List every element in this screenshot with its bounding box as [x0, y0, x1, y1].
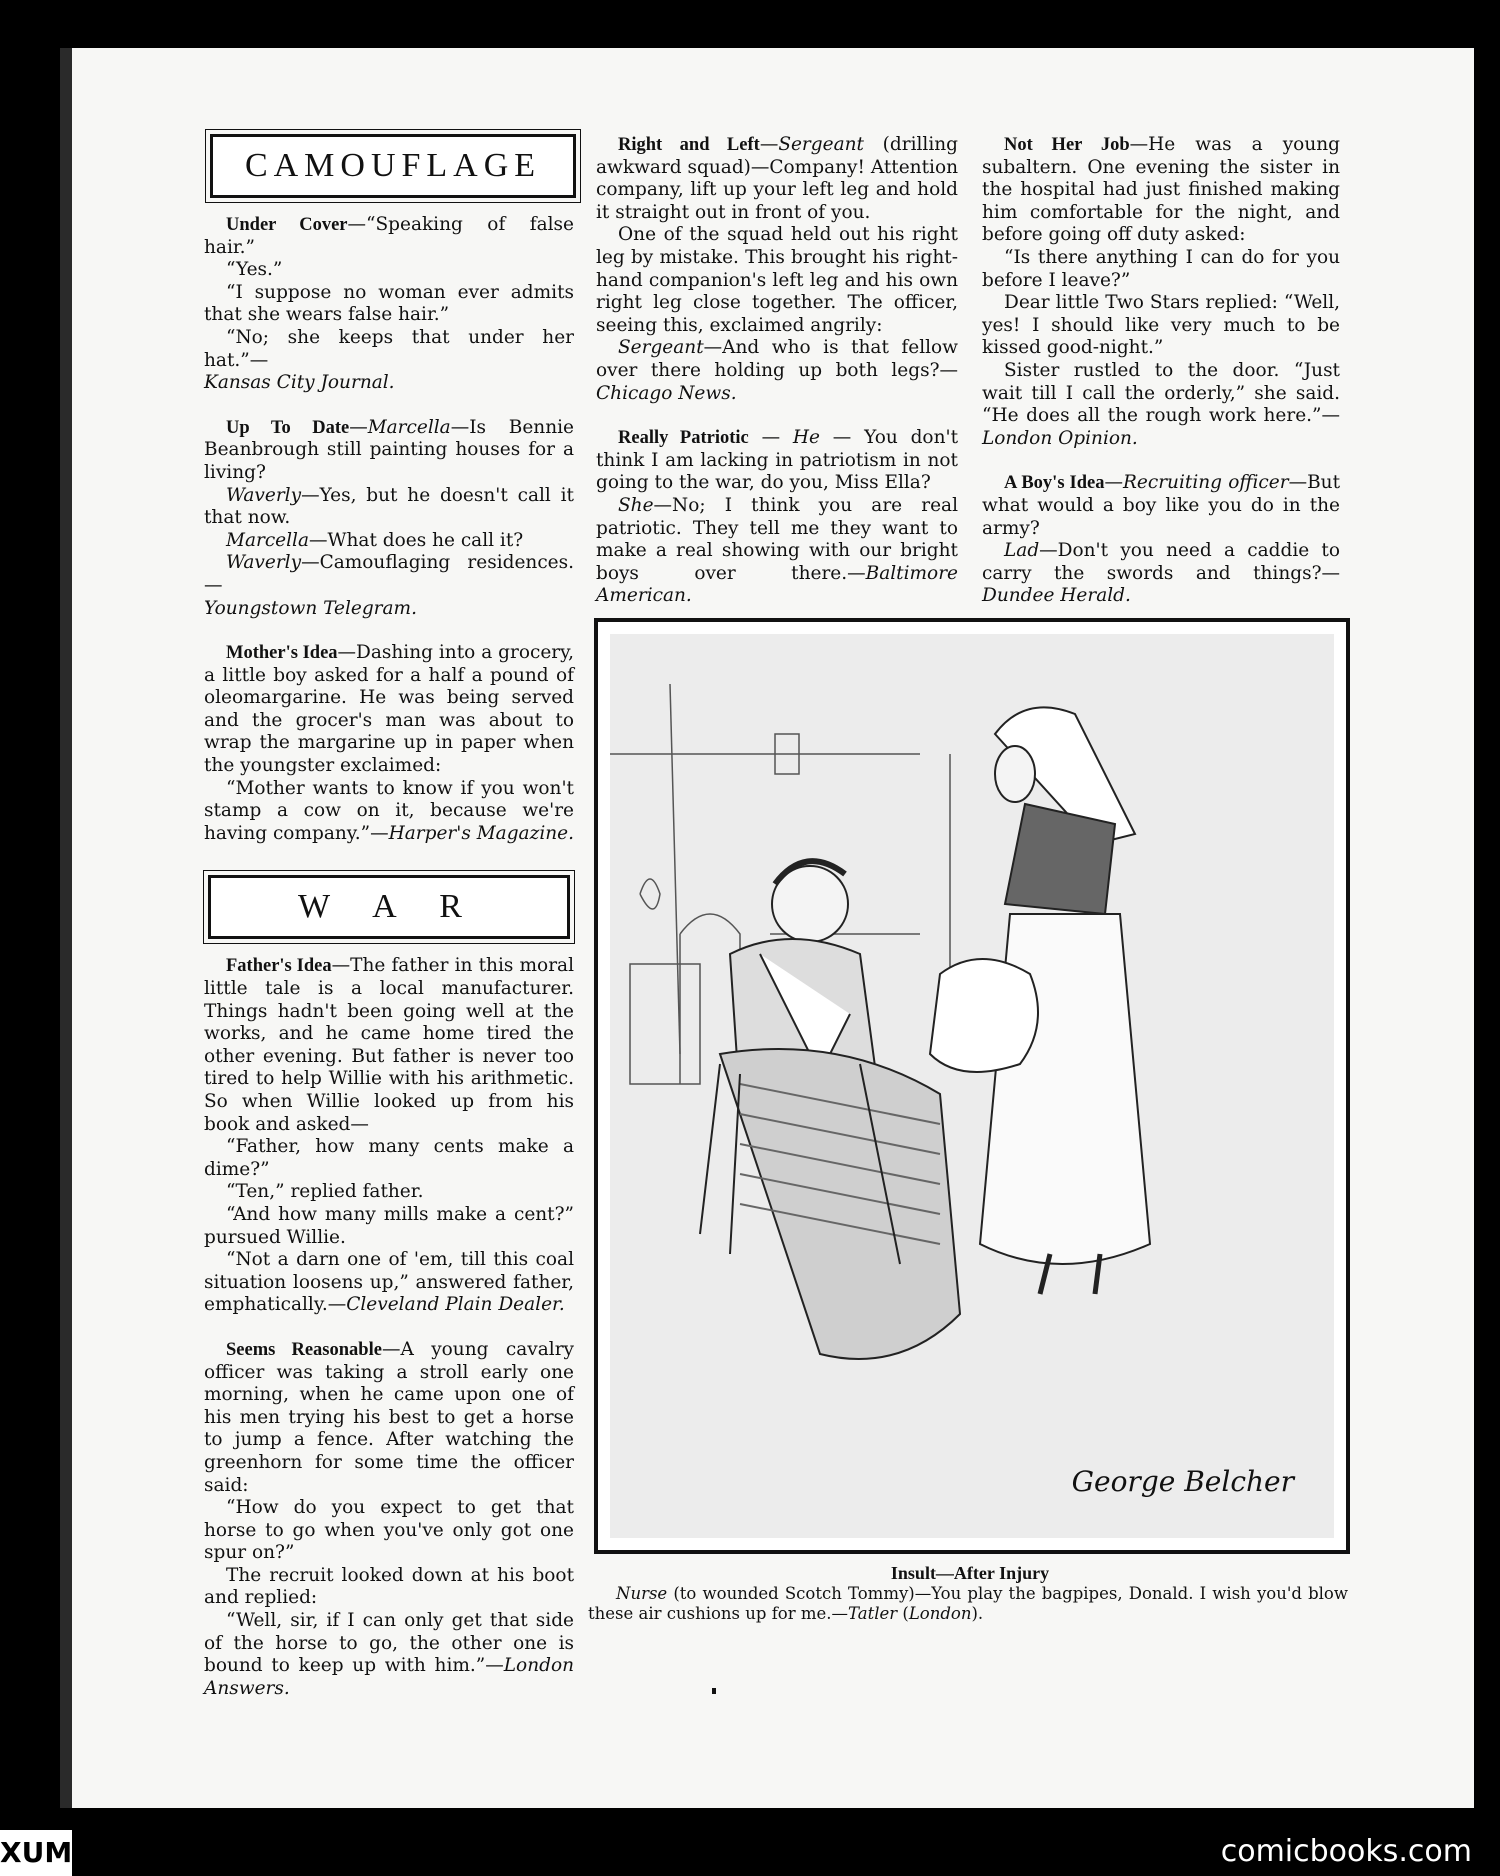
joke-line: “I suppose no woman ever admits that she wears false hair.”	[204, 281, 574, 326]
joke-fathers-idea: Father's Idea—The father in this moral little tale is a local manufacturer. Things hadn't been going well at the works, and he came home tired the other evening. But father is never too tired to help Willie with his arithmetic. So when Willie looked up from his book and asked—	[204, 955, 574, 1135]
cartoon-caption: Nurse (to wounded Scotch Tommy)—You play the bagpipes, Donald. I wish you'd blow these air cushions up for me.—Tatler (London).	[588, 1584, 1348, 1623]
joke-source: Kansas City Journal.	[204, 372, 395, 394]
joke-line: Waverly—Camouflaging residences.—	[204, 552, 574, 596]
joke-boys-idea: A Boy's Idea—Recruiting officer—But what would a boy like you do in the army?	[982, 472, 1341, 539]
joke-line: Waverly—Yes, but he doesn't call it that now.	[204, 484, 574, 529]
joke-line: “Ten,” replied father.	[226, 1181, 424, 1203]
joke-up-to-date: Up To Date—Marcella—Is Bennie Beanbrough still painting houses for a living?	[204, 416, 574, 483]
joke-line: “Father, how many cents make a dime?”	[204, 1136, 574, 1180]
joke-really-patriotic: Really Patriotic — He — You don't think I am lacking in patriotism in not going to the war, do you, Miss Ella?	[596, 427, 959, 494]
corner-badge: XUM	[0, 1830, 72, 1876]
cartoon-illustration	[594, 618, 1350, 1554]
war-heading: W A R	[208, 875, 570, 939]
joke-line: One of the squad held out his right leg by mistake. This brought his right-hand companion's left leg and his own right leg close together. The officer, seeing this, exclaimed angrily:	[596, 224, 958, 336]
column-right	[982, 134, 1340, 608]
joke-line: She—No; I think you are real patriotic. They tell me they want to make a real showing with our bright boys over there.—Baltimore American.	[596, 494, 958, 607]
joke-line: The recruit looked down at his boot and replied:	[204, 1564, 574, 1609]
artist-signature: George Belcher	[1071, 1465, 1294, 1498]
joke-line: “Yes.”	[226, 259, 283, 281]
joke-line: “And how many mills make a cent?” pursued Willie.	[204, 1203, 574, 1248]
joke-line: “Is there anything I can do for you before I leave?”	[982, 246, 1340, 291]
joke-line: “Not a darn one of 'em, till this coal situation loosens up,” answered father, emphatically.—Cleveland Plain Dealer.	[204, 1249, 574, 1316]
joke-line: Dear little Two Stars replied: “Well, yes! I should like very much to be kissed good-night.”	[982, 292, 1340, 359]
joke-line: Sergeant—And who is that fellow over there holding up both legs?—Chicago News.	[596, 337, 958, 404]
cartoon-sketch	[610, 634, 1326, 1530]
column-left	[204, 134, 574, 1700]
joke-line: Lad—Don't you need a caddie to carry the swords and things?—Dundee Herald.	[982, 540, 1340, 607]
joke-right-and-left: Right and Left—Sergeant (drilling awkward squad)—Company! Attention company, lift up your left leg and hold it straight out in front of you.	[596, 134, 958, 223]
joke-line: “No; she keeps that under her hat.”—	[204, 326, 574, 371]
joke-line: Sister rustled to the door. “Just wait till I call the orderly,” she said. “He does all the rough work here.”—London Opinion.	[982, 359, 1340, 449]
camouflage-heading: CAMOUFLAGE	[210, 134, 576, 198]
joke-line: “Mother wants to know if you won't stamp a cow on it, because we're having company.”—Harper's Magazine.	[204, 777, 574, 844]
cartoon-drawing	[610, 634, 1334, 1538]
joke-source: Youngstown Telegram.	[204, 597, 417, 619]
column-middle	[596, 134, 958, 608]
page-mark	[712, 1688, 716, 1694]
joke-under-cover: Under Cover—“Speaking of false hair.”	[204, 214, 574, 258]
joke-line: Marcella—What does he call it?	[226, 529, 524, 551]
joke-mothers-idea: Mother's Idea—Dashing into a grocery, a little boy asked for a half a pound of oleomargarine. He was being served and the grocer's man was about to wrap the margarine up in paper when the youngster exclaimed:	[204, 642, 574, 777]
site-watermark: comicbooks.com	[1220, 1834, 1472, 1869]
joke-seems-reasonable: Seems Reasonable—A young cavalry officer was taking a stroll early one morning, when he came upon one of his men trying his best to get a horse to jump a fence. After watching the greenhorn for some time the officer said:	[204, 1338, 574, 1496]
joke-line: “How do you expect to get that horse to go when you've only got one spur on?”	[204, 1497, 574, 1564]
caption-title: Insult—After Injury	[890, 1563, 1050, 1583]
joke-not-her-job: Not Her Job—He was a young subaltern. One evening the sister in the hospital had just finished making him comfortable for the night, and before going off duty asked:	[982, 134, 1340, 246]
joke-line: “Well, sir, if I can only get that side of the horse to go, the other one is bound to keep up with him.”—London Answers.	[204, 1610, 574, 1699]
